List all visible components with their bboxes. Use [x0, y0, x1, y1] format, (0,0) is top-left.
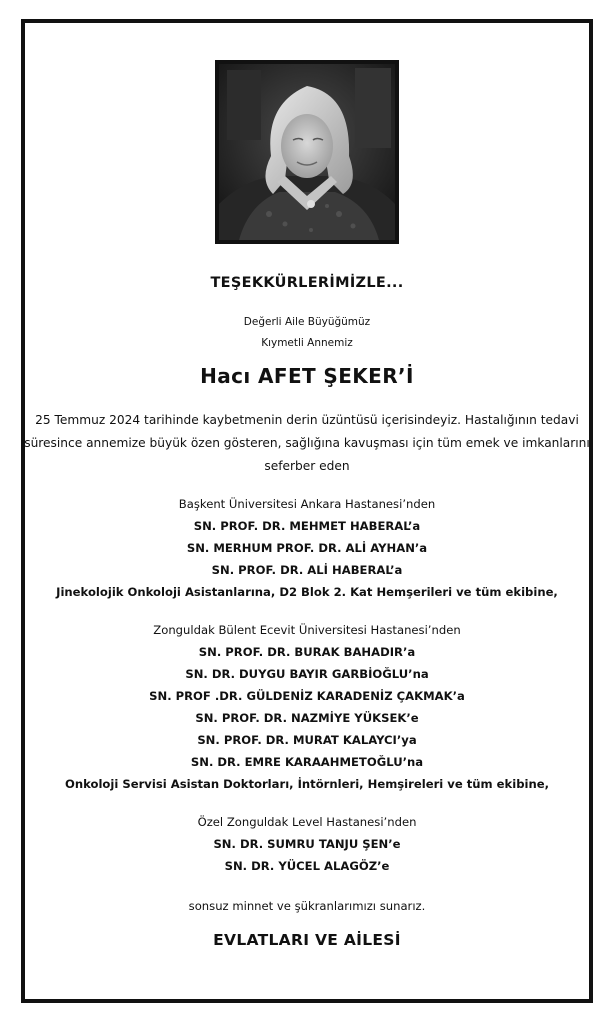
subtitle-family-elder: Değerli Aile Büyüğümüz	[243, 316, 371, 328]
deceased-name: Hacı AFET ŞEKER’İ	[200, 364, 414, 388]
staff-line: Onkoloji Servisi Asistan Doktorları, İntörnleri, Hemşireleri ve tüm ekibine,	[64, 777, 550, 791]
closing-text: sonsuz minnet ve şükranlarımızı sunarız.	[188, 899, 426, 913]
hospital-name: Başkent Üniversitesi Ankara Hastanesi’nden	[178, 497, 436, 511]
doctor-line: SN. PROF. DR. MEHMET HABERAL’a	[193, 519, 421, 533]
portrait-photo	[215, 60, 399, 244]
portrait-icon	[219, 64, 395, 240]
hospital-name: Özel Zonguldak Level Hastanesi’nden	[197, 815, 417, 829]
doctor-line: SN. DR. DUYGU BAYIR GARBİOĞLU’na	[185, 667, 429, 681]
doctor-line: SN. PROF. DR. BURAK BAHADIR’a	[198, 645, 416, 659]
doctor-line: SN. PROF. DR. ALİ HABERAL’a	[211, 563, 403, 577]
doctor-line: SN. DR. YÜCEL ALAGÖZ’e	[224, 859, 390, 873]
doctor-line: SN. DR. SUMRU TANJU ŞEN’e	[213, 837, 401, 851]
doctor-line: SN. PROF. DR. NAZMİYE YÜKSEK’e	[195, 711, 419, 725]
heading: TEŞEKKÜRLERİMİZLE...	[210, 275, 404, 291]
signature: EVLATLARI VE AİLESİ	[213, 931, 401, 949]
subtitle-mother: Kıymetli Annemiz	[261, 337, 353, 349]
hospital-name: Zonguldak Bülent Ecevit Üniversitesi Hastanesi’nden	[153, 623, 461, 637]
staff-line: Jinekolojik Onkoloji Asistanlarına, D2 Blok 2. Kat Hemşerileri ve tüm ekibine,	[56, 585, 558, 599]
intro-line: 25 Temmuz 2024 tarihinde kaybetmenin derin üzüntüsü içerisindeyiz. Hastalığının tedavi	[35, 413, 579, 427]
doctor-line: SN. PROF. DR. MURAT KALAYCI’ya	[197, 733, 417, 747]
intro-line: seferber eden	[264, 459, 350, 473]
doctor-line: SN. PROF .DR. GÜLDENİZ KARADENİZ ÇAKMAK’a	[149, 689, 465, 703]
doctor-line: SN. MERHUM PROF. DR. ALİ AYHAN’a	[186, 541, 428, 555]
intro-line: süresince annemize büyük özen gösteren, sağlığına kavuşması için tüm emek ve imkanlarını	[24, 436, 590, 450]
doctor-line: SN. DR. EMRE KARAAHMETOĞLU’na	[190, 755, 424, 769]
